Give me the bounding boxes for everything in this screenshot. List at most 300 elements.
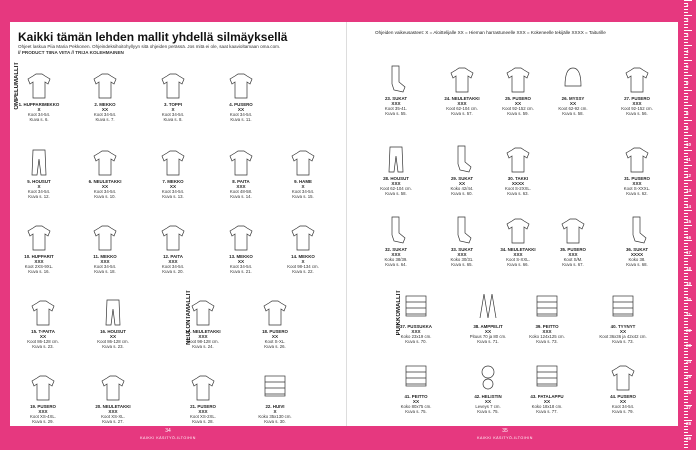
pattern-sizes: Koko 35x130 cm. <box>258 414 292 419</box>
pattern-name: 2. MEKKO <box>94 102 116 107</box>
garment-sketch-icon <box>559 64 587 94</box>
difficulty-level: X <box>301 259 305 264</box>
pattern-item[interactable] <box>596 362 650 414</box>
ruler-number: 25 <box>686 374 692 379</box>
ruler-tick <box>684 78 688 79</box>
pattern-item[interactable] <box>214 147 268 199</box>
garment-sketch-icon <box>448 144 476 174</box>
ruler-tick <box>684 180 692 181</box>
difficulty-level: XXX <box>198 409 208 414</box>
garment-sketch-icon <box>623 64 651 94</box>
difficulty-level: X <box>37 107 41 112</box>
pattern-item[interactable] <box>435 144 489 196</box>
pattern-item[interactable] <box>546 215 600 267</box>
pattern-page: Kuva s. 27. <box>102 419 124 424</box>
ruler-number: 21 <box>686 312 692 317</box>
pattern-item[interactable] <box>12 147 66 199</box>
pattern-sizes: Koot XS-2XL. <box>189 414 217 419</box>
section-label-puikko: PUIKKOMALLIT <box>396 290 402 336</box>
difficulty-level: XX <box>237 259 245 264</box>
ruler-tick <box>684 333 688 334</box>
pattern-sizes: Koot 62-92 cm. <box>558 106 588 111</box>
pattern-page: Kuva s. 70. <box>405 339 427 344</box>
pattern-item[interactable] <box>276 147 330 199</box>
intro-text <box>18 44 318 55</box>
ruler-tick <box>684 336 688 337</box>
ruler-tick <box>684 387 688 388</box>
garment-sketch-icon <box>382 144 410 174</box>
pattern-item[interactable] <box>610 144 664 196</box>
ruler-number: 15 <box>686 219 692 224</box>
ruler-number: 28 <box>686 420 692 426</box>
pattern-sizes: Koot 34-54. <box>291 189 315 194</box>
pattern-item[interactable] <box>78 70 132 122</box>
pattern-name: 18. PUSERO <box>262 329 288 334</box>
difficulty-level: XX <box>514 101 522 106</box>
pattern-sizes: Koko 23x19 cm. <box>400 334 432 339</box>
garment-sketch-icon <box>402 292 430 322</box>
ruler-tick <box>684 339 688 340</box>
pattern-page: Kuva s. 77. <box>536 409 558 414</box>
ruler-tick <box>684 417 688 418</box>
ruler-tick <box>684 255 692 256</box>
ruler-number: 29 <box>686 436 692 441</box>
pattern-sizes: Koot S/M. <box>563 257 583 262</box>
difficulty-level: XXX <box>411 329 421 334</box>
pattern-item[interactable] <box>610 215 664 267</box>
pattern-page: Kuva s. 79. <box>612 409 634 414</box>
pattern-name: 6. NEULETAKKI <box>88 179 122 184</box>
ruler-tick <box>684 165 692 166</box>
pattern-sizes: Koot 2XS-9XL. <box>24 264 54 269</box>
pattern-item[interactable] <box>16 297 70 349</box>
pattern-page: Kuva s. 28. <box>192 419 214 424</box>
garment-sketch-icon <box>159 70 187 100</box>
garment-sketch-icon <box>159 222 187 252</box>
right-footer-brand: KAIKKI KÄSITYÖ-ILTOIHIN <box>477 436 533 440</box>
difficulty-level: XXXX <box>511 181 525 186</box>
pattern-item[interactable] <box>596 292 650 344</box>
ruler-tick <box>684 231 688 232</box>
pattern-name: 16. HOUSUT <box>100 329 126 334</box>
ruler-tick <box>684 60 692 61</box>
ruler-tick <box>684 15 692 16</box>
ruler-tick <box>684 201 688 202</box>
garment-sketch-icon <box>99 372 127 402</box>
ruler-number: 20 <box>686 296 692 302</box>
ruler-tick <box>684 372 688 373</box>
pattern-name: 4. PUSERO <box>229 102 253 107</box>
ruler-tick <box>684 243 688 244</box>
pattern-item[interactable] <box>86 297 140 349</box>
ruler-number: 7 <box>686 95 689 100</box>
pattern-page: Kuva s. 13. <box>162 194 184 199</box>
ruler-tick <box>684 27 688 28</box>
garment-sketch-icon <box>25 147 53 177</box>
garment-sketch-icon <box>504 64 532 94</box>
ruler-tick <box>684 123 688 124</box>
pattern-name: 39. PEITTO <box>535 324 559 329</box>
difficulty-level: XXX <box>391 252 401 257</box>
pattern-page: Kuva s. 23. <box>32 344 54 349</box>
ruler-tick <box>684 411 688 412</box>
pattern-name: 24. NEULETAKKI <box>444 96 480 101</box>
ruler-number: 22 <box>686 327 692 333</box>
pattern-sizes: Koko 18x18 cm. <box>531 404 563 409</box>
pattern-sizes: Koot S-XXXL. <box>623 186 651 191</box>
pattern-page: Kuva s. 15. <box>292 194 314 199</box>
pattern-page: Kuva s. 55. <box>385 111 407 116</box>
ruler-number: 5 <box>686 64 689 69</box>
ruler-tick <box>684 246 688 247</box>
pattern-item[interactable] <box>176 372 230 424</box>
pattern-item[interactable] <box>491 215 545 267</box>
pattern-item[interactable] <box>78 222 132 274</box>
pattern-page: Kuva s. 75. <box>405 409 427 414</box>
pattern-name: 15. T-PAITA <box>31 329 55 334</box>
pattern-page: Kuva s. 73. <box>536 339 558 344</box>
ruler-tick <box>684 228 688 229</box>
pattern-page: Kuva s. 23. <box>102 344 124 349</box>
pattern-item[interactable] <box>248 297 302 349</box>
difficulty-level: XX <box>458 181 466 186</box>
pattern-page: Kuva s. 18. <box>94 269 116 274</box>
pattern-item[interactable] <box>16 372 70 424</box>
ruler-number: 11 <box>686 157 691 162</box>
ruler-tick <box>684 105 692 106</box>
pattern-name: 31. PUSERO <box>624 176 650 181</box>
garment-sketch-icon <box>533 362 561 392</box>
difficulty-level: XX <box>543 399 551 404</box>
edge-ruler <box>684 0 696 450</box>
pattern-page: Kuva s. 8. <box>163 117 183 122</box>
ruler-number: 10 <box>686 141 692 147</box>
difficulty-level: X <box>273 409 277 414</box>
difficulty-level: XX <box>619 399 627 404</box>
pattern-name: 30. TAKKI <box>507 176 529 181</box>
ruler-tick <box>684 93 688 94</box>
garment-sketch-icon <box>289 147 317 177</box>
pattern-item[interactable] <box>520 362 574 414</box>
pattern-page: Kuva s. 20. <box>162 269 184 274</box>
ruler-tick <box>684 240 692 241</box>
garment-sketch-icon <box>25 70 53 100</box>
pattern-sizes: Koko 80x75 cm. <box>400 404 432 409</box>
ruler-tick <box>684 429 688 430</box>
pattern-sizes: Koot 36x36 ja 42x42 cm. <box>599 334 647 339</box>
pattern-sizes: Koot 34-54. <box>229 112 253 117</box>
ruler-tick <box>684 294 688 295</box>
difficulty-level: XX <box>101 184 109 189</box>
garment-sketch-icon <box>91 222 119 252</box>
pattern-item[interactable] <box>435 64 489 116</box>
ruler-tick <box>684 432 688 433</box>
garment-sketch-icon <box>474 362 502 392</box>
garment-sketch-icon <box>533 292 561 322</box>
pattern-name: 33. SUKAT <box>450 247 474 252</box>
pattern-name: 20. NEULETAKKI <box>95 404 131 409</box>
ruler-tick <box>684 72 688 73</box>
pattern-name: 7. MEKKO <box>162 179 184 184</box>
ruler-number: 13 <box>686 188 692 193</box>
ruler-tick <box>684 9 688 10</box>
ruler-tick <box>684 69 688 70</box>
garment-sketch-icon <box>227 222 255 252</box>
ruler-tick <box>684 324 688 325</box>
ruler-number: 18 <box>686 265 692 271</box>
pattern-page: Kuva s. 58. <box>562 111 584 116</box>
pattern-page: Kuva s. 73. <box>612 339 634 344</box>
ruler-tick <box>684 120 692 121</box>
ruler-tick <box>684 147 688 148</box>
garment-sketch-icon <box>474 292 502 322</box>
garment-sketch-icon <box>448 64 476 94</box>
pattern-item[interactable] <box>214 222 268 274</box>
ruler-tick <box>684 150 692 151</box>
difficulty-level: XXX <box>34 259 44 264</box>
pattern-name: 11. MEKKO <box>93 254 117 259</box>
pattern-name: 38. AMPPELIT <box>473 324 503 329</box>
ruler-tick <box>684 414 688 415</box>
pattern-name: 13. MEKKO <box>229 254 253 259</box>
pattern-sizes: Koot 34-54. <box>27 189 51 194</box>
pattern-page: Kuva s. 26. <box>264 344 286 349</box>
pattern-sizes: Koot 34-54. <box>93 189 117 194</box>
pattern-item[interactable] <box>491 64 545 116</box>
ruler-number: 14 <box>686 203 692 209</box>
pattern-page: Kuva s. 21. <box>230 269 252 274</box>
pattern-item[interactable] <box>176 297 230 349</box>
ruler-tick <box>684 264 688 265</box>
ruler-tick <box>684 138 688 139</box>
ruler-number: 2 <box>686 17 689 23</box>
ruler-tick <box>684 45 692 46</box>
difficulty-level: XXX <box>391 101 401 106</box>
pattern-item[interactable] <box>435 215 489 267</box>
pattern-page: Kuva s. 12. <box>28 194 50 199</box>
pattern-item[interactable] <box>146 70 200 122</box>
ruler-tick <box>684 306 688 307</box>
difficulty-level: XXX <box>168 259 178 264</box>
pattern-sizes: Pituus 70 ja 80 cm. <box>469 334 507 339</box>
ruler-tick <box>684 57 688 58</box>
ruler-tick <box>684 108 688 109</box>
ruler-tick <box>684 135 692 136</box>
pattern-name: 32. SUKAT <box>384 247 408 252</box>
ruler-number: 4 <box>686 48 689 54</box>
ruler-tick <box>684 75 692 76</box>
pattern-page: Kuva s. 58. <box>385 191 407 196</box>
left-page-number: 34 <box>165 428 171 434</box>
pattern-item[interactable] <box>276 222 330 274</box>
pattern-sizes: Koot 35-41. <box>384 106 408 111</box>
ruler-tick <box>684 132 688 133</box>
ruler-number: 12 <box>686 172 692 178</box>
ruler-tick <box>684 384 688 385</box>
pattern-sizes: Koko 42/44. <box>450 186 474 191</box>
ruler-number: 8 <box>686 110 689 116</box>
intro-body: Ohjeet laskua Piia Maria Pekkonen. Ohjeindeksihoitohyllyyn sitä ohjeiden perässä. Jos mitä ei ole, saat kaavioltamaan oma.com. <box>18 44 281 49</box>
difficulty-level: XX <box>39 334 47 339</box>
garment-sketch-icon <box>227 147 255 177</box>
pattern-item[interactable] <box>214 70 268 122</box>
pattern-name: 12. PAITA <box>163 254 183 259</box>
ruler-tick <box>684 90 692 91</box>
difficulty-level: XX <box>109 334 117 339</box>
pattern-name: 43. PATALAPPU <box>530 394 564 399</box>
ruler-tick <box>684 309 688 310</box>
pattern-sizes: Koot 34-54. <box>93 112 117 117</box>
ruler-number: 27 <box>686 405 692 410</box>
pattern-item[interactable] <box>461 292 515 344</box>
pattern-page: Kuva s. 57. <box>451 111 473 116</box>
ruler-tick <box>684 279 688 280</box>
ruler-tick <box>684 399 688 400</box>
pattern-sizes: Koot 62-104 cm. <box>380 186 412 191</box>
garment-sketch-icon <box>91 70 119 100</box>
garment-sketch-icon <box>559 215 587 245</box>
pattern-item[interactable] <box>369 144 423 196</box>
ruler-tick <box>684 24 688 25</box>
pattern-page: Kuva s. 6. <box>29 117 49 122</box>
pattern-sizes: Koot S-XL. <box>264 339 286 344</box>
pattern-item[interactable] <box>12 222 66 274</box>
pattern-name: 26. MYSSY <box>561 96 585 101</box>
pattern-name: 1. HUPPARIMEKKO <box>18 102 60 107</box>
pattern-page: Kuva s. 14. <box>230 194 252 199</box>
difficulty-level: XXX <box>108 409 118 414</box>
ruler-number: 3 <box>686 33 689 38</box>
ruler-tick <box>684 39 688 40</box>
ruler-tick <box>684 12 688 13</box>
pattern-sizes: Koko 38/39. <box>384 257 408 262</box>
pattern-name: 44. PUSERO <box>610 394 636 399</box>
pattern-name: 34. NEULETAKKI <box>500 247 536 252</box>
section-label-ompelu: OMPELUMALLIT <box>14 62 20 110</box>
difficulty-level: XXXX <box>630 252 644 257</box>
pattern-item[interactable] <box>369 215 423 267</box>
page-title: Kaikki tämän lehden mallit yhdellä silmäyksellä <box>18 30 288 44</box>
difficulty-level: X <box>37 184 41 189</box>
pattern-page: Kuva s. 68. <box>626 262 648 267</box>
pattern-sizes: Leveys 7 cm. <box>475 404 501 409</box>
garment-sketch-icon <box>227 70 255 100</box>
difficulty-level: XX <box>484 329 492 334</box>
ruler-number: 16 <box>686 234 692 240</box>
garment-sketch-icon <box>504 215 532 245</box>
ruler-number: 6 <box>686 79 689 85</box>
pattern-item[interactable] <box>248 372 302 424</box>
pattern-sizes: Koot 98-134 cm. <box>287 264 319 269</box>
right-page-number: 35 <box>502 428 508 434</box>
ruler-tick <box>684 276 688 277</box>
pattern-name: 35. PUSERO <box>560 247 586 252</box>
pattern-item[interactable] <box>461 362 515 414</box>
pattern-sizes: Koko 38. <box>628 257 646 262</box>
garment-sketch-icon <box>29 372 57 402</box>
pattern-item[interactable] <box>546 64 600 116</box>
pattern-item[interactable] <box>610 64 664 116</box>
difficulty-legend: Ohjeiden vaikeusasteet: X = Aloittelijalle XX = Hieman harrastuneelle XXX = Kokeneelle tekijälle XXXX = Taiturille <box>375 30 606 35</box>
ruler-number: 23 <box>686 343 692 348</box>
ruler-tick <box>684 258 688 259</box>
pattern-sizes: Koko 124x125 cm. <box>529 334 565 339</box>
pattern-name: 19. PUSERO <box>30 404 56 409</box>
ruler-tick <box>684 42 688 43</box>
pattern-name: 5. HOUSUT <box>27 179 51 184</box>
pattern-sizes: Koot XS-4XL. <box>29 414 57 419</box>
ruler-tick <box>684 0 692 1</box>
pattern-page: Kuva s. 60. <box>451 191 473 196</box>
ruler-number: 17 <box>686 250 692 255</box>
pattern-page: Kuva s. 66. <box>507 262 529 267</box>
pattern-sizes: Koot 34-54. <box>229 264 253 269</box>
pattern-sizes: Koot 34-54. <box>611 404 635 409</box>
pattern-sizes: Koot 34-54. <box>161 264 185 269</box>
ruler-tick <box>684 441 688 442</box>
pattern-sizes: Koot 34-54. <box>161 189 185 194</box>
pattern-item[interactable] <box>389 292 443 344</box>
pattern-page: Kuva s. 56. <box>626 111 648 116</box>
pattern-name: 41. PEITTO <box>404 394 428 399</box>
difficulty-level: XXX <box>632 181 642 186</box>
ruler-tick <box>684 186 688 187</box>
garment-sketch-icon <box>289 222 317 252</box>
difficulty-level: XXX <box>568 252 578 257</box>
ruler-tick <box>684 402 688 403</box>
pattern-name: 14. MEKKO <box>291 254 315 259</box>
ruler-tick <box>684 162 688 163</box>
pattern-item[interactable] <box>78 147 132 199</box>
pattern-item[interactable] <box>146 222 200 274</box>
pattern-page: Kuva s. 7. <box>95 117 115 122</box>
ruler-tick <box>684 291 688 292</box>
section-label-neulonta: NEULONTAMALLIT <box>186 290 192 345</box>
pattern-name: 36. SUKAT <box>625 247 649 252</box>
ruler-tick <box>684 273 688 274</box>
pattern-sizes: Koot 34-54. <box>27 112 51 117</box>
difficulty-level: XXX <box>198 334 208 339</box>
pattern-item[interactable] <box>369 64 423 116</box>
pattern-name: 8. PAITA <box>232 179 250 184</box>
pattern-item[interactable] <box>491 144 545 196</box>
pattern-item[interactable] <box>12 70 66 122</box>
ruler-tick <box>684 369 688 370</box>
ruler-number: 24 <box>686 358 692 364</box>
pattern-item[interactable] <box>520 292 574 344</box>
pattern-page: Kuva s. 75. <box>477 409 499 414</box>
pattern-sizes: Koot XS-XL. <box>101 414 125 419</box>
pattern-sizes: Koot 92-152 cm. <box>502 106 534 111</box>
garment-sketch-icon <box>609 292 637 322</box>
ruler-tick <box>684 195 692 196</box>
ruler-tick <box>684 183 688 184</box>
ruler-number: 19 <box>686 281 692 286</box>
difficulty-level: XX <box>271 334 279 339</box>
pattern-sizes: Koot 92-152 cm. <box>621 106 653 111</box>
difficulty-level: X <box>301 184 305 189</box>
garment-sketch-icon <box>609 362 637 392</box>
ruler-tick <box>684 321 688 322</box>
pattern-item[interactable] <box>389 362 443 414</box>
pattern-item[interactable] <box>86 372 140 424</box>
pattern-item[interactable] <box>146 147 200 199</box>
pattern-page: Kuva s. 65. <box>451 262 473 267</box>
ruler-tick <box>684 303 688 304</box>
ruler-number: 9 <box>686 126 689 131</box>
garment-sketch-icon <box>448 215 476 245</box>
pattern-page: Kuva s. 62. <box>626 191 648 196</box>
